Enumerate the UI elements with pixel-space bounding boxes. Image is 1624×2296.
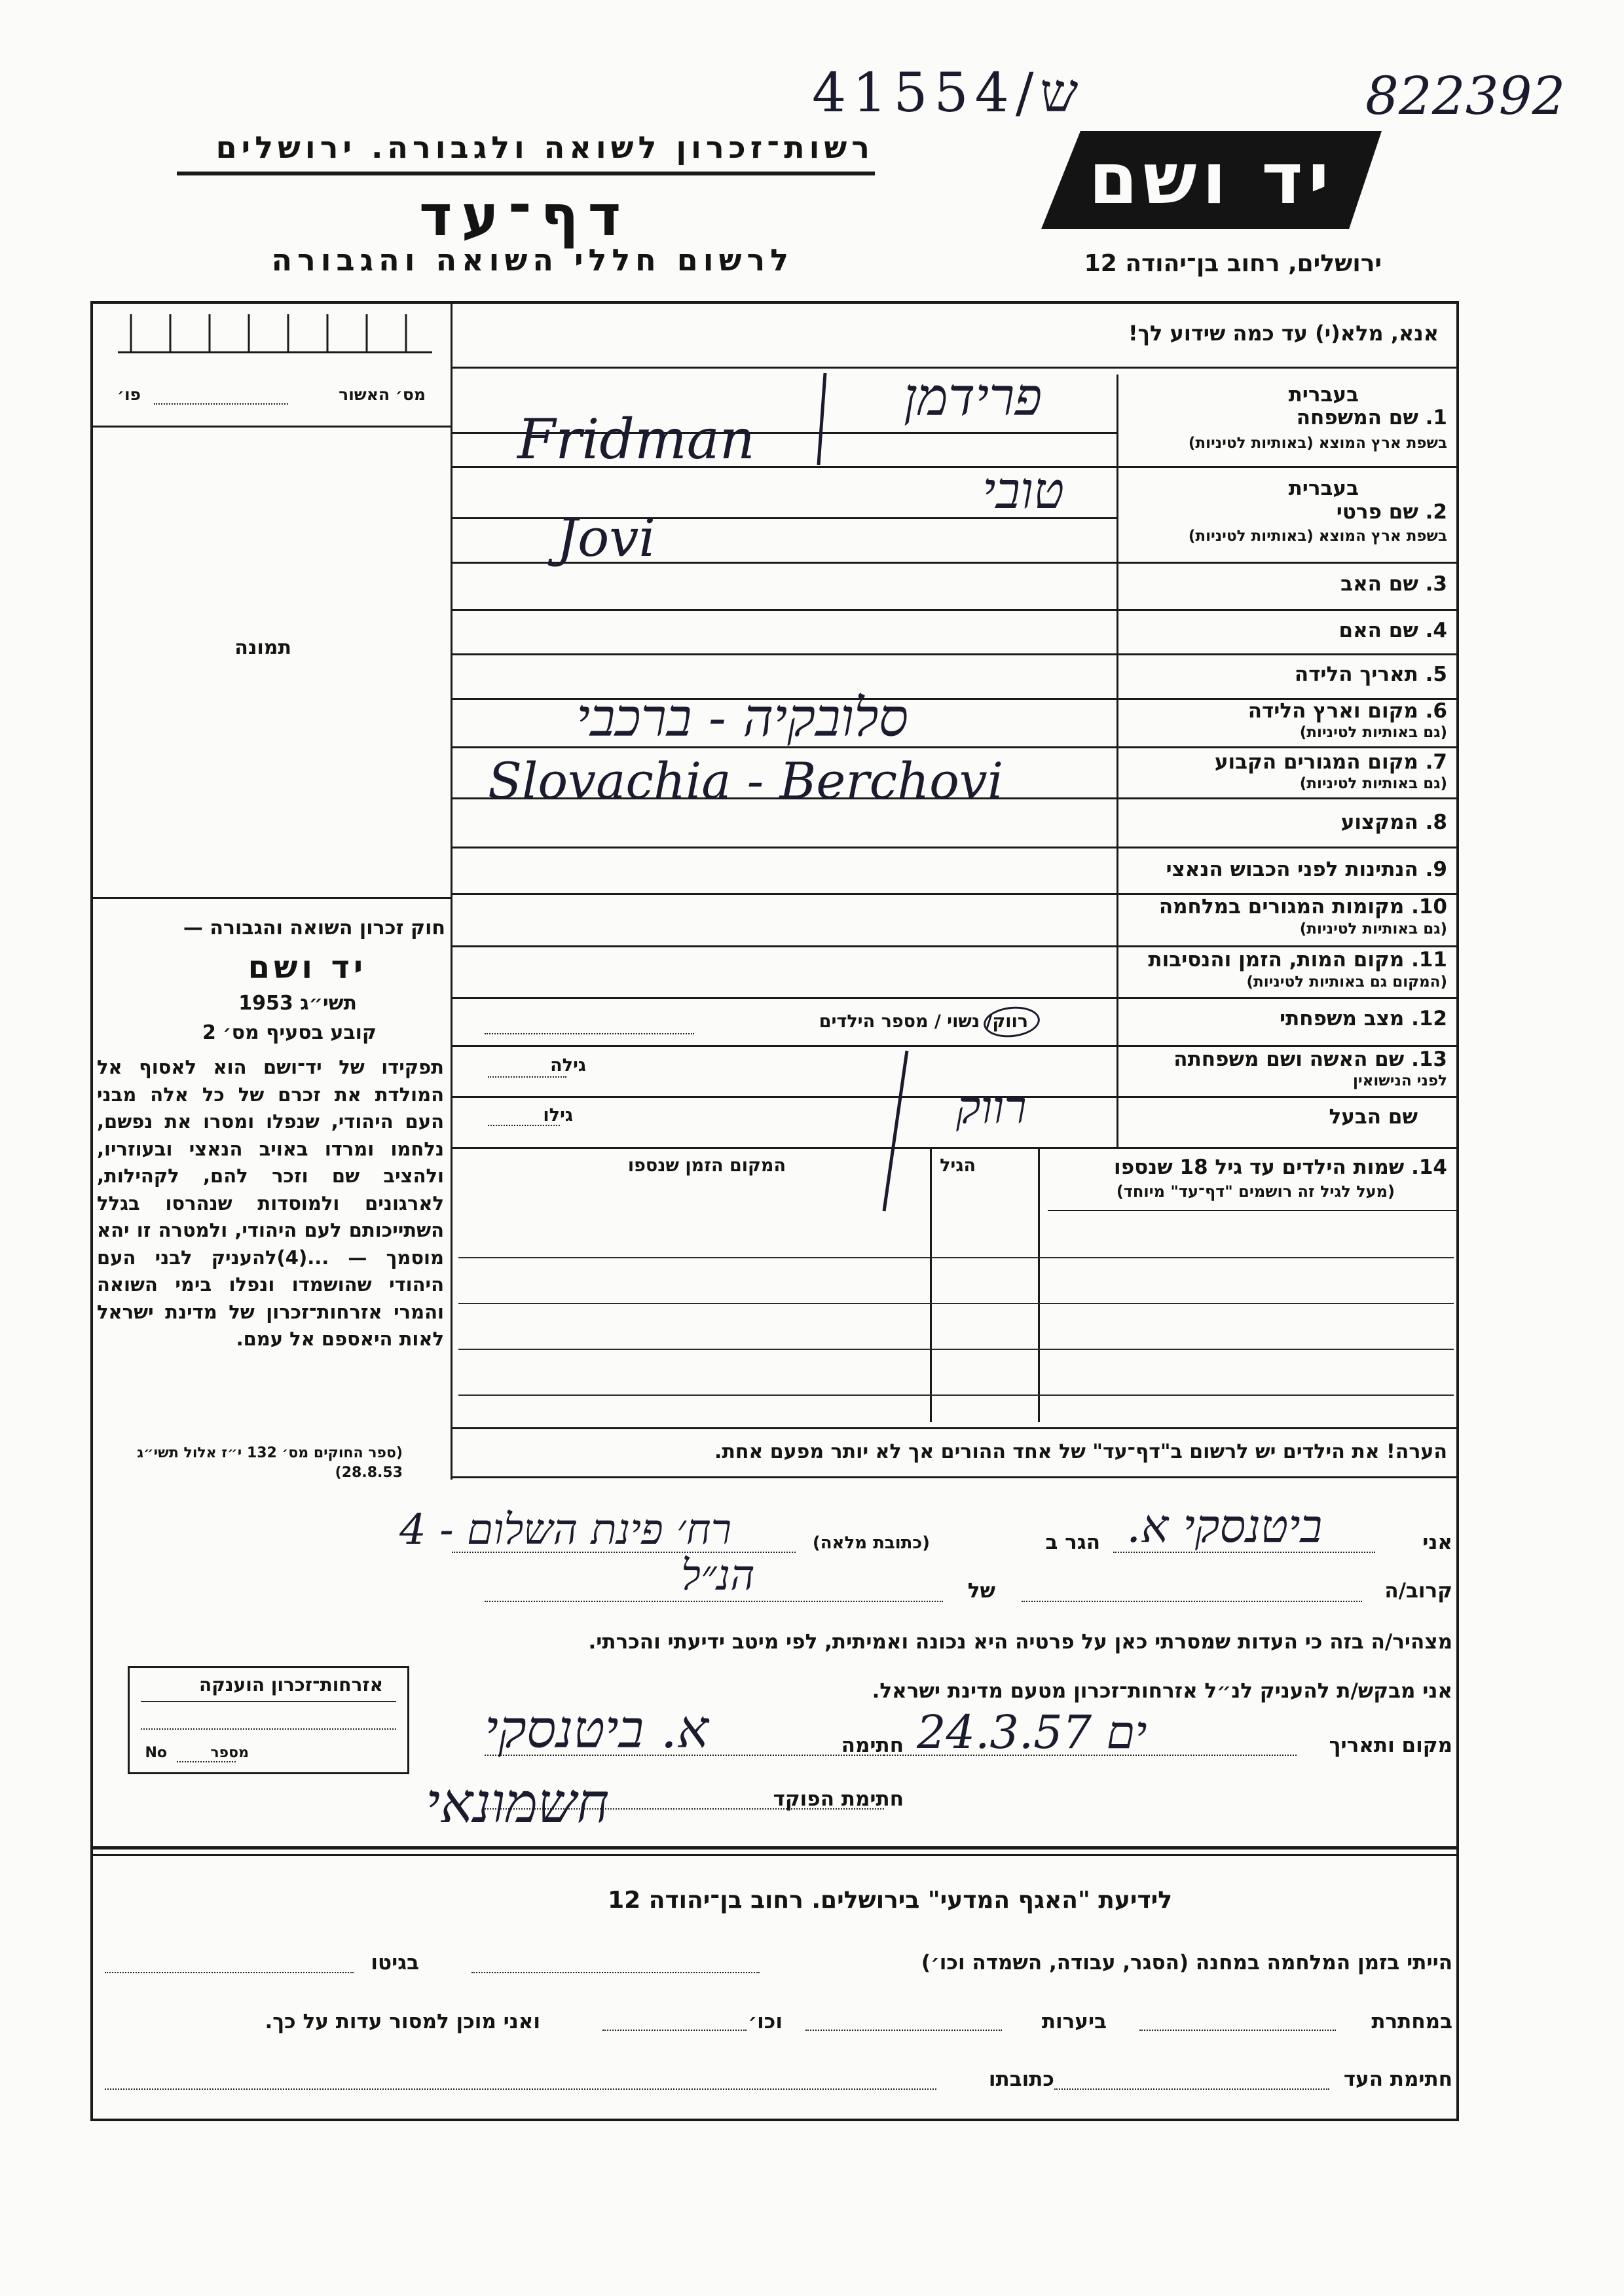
form-note: הערה! את הילדים יש לרשום ב"דף־עד" של אחד ההורים אך לא יותר מפעם אחת.	[714, 1440, 1447, 1463]
logo-text: יד ושם	[1088, 138, 1335, 220]
footer-title: לידיעת "האגף המדעי" בירושלים. רחוב בן־יהודה 12	[608, 1887, 1172, 1914]
field-1-sub: בשפת ארץ המוצא (באותיות לטיניות)	[1188, 435, 1447, 452]
law-ref: (ספר החוקים מס׳ 132 י״ז אלול תשי״ג 28.8.53)	[137, 1445, 403, 1481]
status-strokes	[871, 1048, 923, 1218]
citizenship-number: מספר	[210, 1745, 249, 1761]
footer-underground: במחתרת	[1371, 2010, 1452, 2033]
declaration-of: של	[967, 1579, 995, 1603]
officer-label: חתימת הפוקד	[773, 1787, 904, 1811]
footer-etc: וכו׳	[748, 2010, 783, 2033]
field-2-hebrew-value: טובי	[982, 462, 1065, 520]
footer-address: כתובתו	[988, 2068, 1054, 2091]
field-1-lang: בעברית	[1288, 383, 1359, 407]
archive-number: 41554/ש	[812, 62, 1085, 124]
authority-name: רשות־זכרון לשואה ולגבורה. ירושלים	[215, 130, 874, 165]
field-4-label: 4. שם האם	[1338, 619, 1447, 642]
field-7-latin-value: Slovachia - Berchovi	[488, 752, 1004, 810]
field-2-lang: בעברית	[1288, 477, 1359, 500]
field-13-age-label: גילה	[550, 1055, 586, 1076]
law-year: תשי״ג 1953	[238, 992, 357, 1015]
field-11-sub: (המקום גם באותיות לטיניות)	[1246, 974, 1447, 991]
field-12-options: רווק/ נשוי / מספר הילדים	[819, 1011, 1028, 1032]
field-7-label: 7. מקום המגורים הקבוע	[1214, 750, 1447, 774]
law-title: חוק זכרון השואה והגבורה —	[183, 917, 445, 939]
place-date-value: ים 24.3.57	[917, 1705, 1147, 1759]
signature-value: א. ביטנסקי	[485, 1699, 709, 1760]
field-2-label: 2. שם פרטי	[1336, 500, 1447, 524]
husband-label: שם הבעל	[1329, 1105, 1418, 1129]
approval-label: מס׳ האשור	[339, 385, 426, 404]
declaration-address-hint: (כתובת מלאה)	[812, 1533, 930, 1553]
field-7-sub: (גם באותיות לטיניות)	[1299, 775, 1447, 792]
children-title: 14. שמות הילדים עד גיל 18 שנספו	[1114, 1156, 1447, 1179]
declarant-address: רח׳ פינת השלום - 4	[399, 1506, 732, 1554]
signature-label: חתימה	[841, 1734, 904, 1757]
footer-camp: הייתי בזמן המלחמה במחנה (הסגר, עבודה, השמדה וכו׳)	[921, 1951, 1452, 1975]
field-1-strokes	[799, 370, 858, 468]
declarant-of: הנ״ל	[681, 1552, 755, 1600]
declaration-relation: קרוב/ה	[1384, 1579, 1452, 1603]
footer-forests: ביערות	[1041, 2010, 1107, 2033]
field-13-label: 13. שם האשה ושם משפחתה	[1173, 1048, 1447, 1071]
declaration-statement: מצהיר/ה בזה כי העדות שמסרתי כאן על פרטיה היא נכונה ואמיתית, לפי מיטב ידיעתי והכרתי.	[588, 1630, 1452, 1654]
field-12-label: 12. מצב משפחתי	[1279, 1007, 1447, 1030]
field-3-label: 3. שם האב	[1340, 572, 1447, 596]
corner-number: 822392	[1365, 65, 1566, 126]
family-status-value: רווק	[956, 1080, 1027, 1134]
yad-vashem-logo	[1041, 131, 1382, 229]
field-10-label: 10. מקומות המגורים במלחמה	[1158, 895, 1447, 919]
footer-testimony: ואני מוכן למסור עדות על כך.	[265, 2010, 540, 2033]
form-title: דף־עד	[419, 183, 631, 249]
form-intro: אנא, מלא(י) עד כמה שידוע לך!	[1128, 321, 1439, 346]
citizenship-no: No	[145, 1745, 167, 1761]
field-10-sub: (גם באותיות לטיניות)	[1299, 920, 1447, 938]
children-col-age: הגיל	[940, 1156, 976, 1176]
place-date-label: מקום ותאריך	[1329, 1734, 1452, 1757]
law-clause: קובע בסעיף מס׳ 2	[202, 1021, 377, 1044]
husband-age-label: גילו	[543, 1105, 573, 1125]
declaration-lives: הגר ב	[1045, 1531, 1100, 1554]
citizenship-title: אזרחות־זכרון הוענקה	[199, 1674, 383, 1696]
field-1-hebrew-value: פרידמן	[904, 367, 1043, 428]
officer-signature: חשמונאי	[426, 1771, 610, 1835]
law-name: יד ושם	[248, 949, 367, 986]
children-subtitle: (מעל לגיל זה רושמים "דף־עד" מיוחד)	[1116, 1182, 1395, 1201]
field-9-label: 9. הנתינות לפני הכבוש הנאצי	[1166, 858, 1447, 881]
header-address: ירושלים, רחוב בן־יהודה 12	[1084, 250, 1382, 277]
field-11-label: 11. מקום המות, הזמן והנסיבות	[1148, 948, 1447, 972]
field-1-label: 1. שם המשפחה	[1296, 406, 1447, 429]
field-5-label: 5. תאריך הלידה	[1294, 663, 1447, 686]
approval-prefix: פו׳	[117, 385, 141, 404]
declaration-request: אני מבקש/ת להעניק לנ״ל אזרחות־זכרון מטעם מדינת ישראל.	[872, 1679, 1452, 1703]
law-body: תפקידו של יד־ושם הוא לאסוף אל המולדת את זכרם של כל אלה מבני העם היהודי, שנפלו ומסרו את נפשם, נלחמו ומרדו באויב הנאצי ובעוזריו, ולהציב שם וזכר להם, לקהילות, לארגונים ולמוסדות שנהרסו בגלל השתייכותם לעם היהודי, ולמטרה זו יהא מוסמך — ...(4)להעניק לבני העם היהודי שהושמדו ונפלו בימי השואה והמרי אזרחות־זכרון של מדינת ישראל לאות היאספם אל עמם.	[97, 1056, 444, 1350]
field-6-label: 6. מקום וארץ הלידה	[1247, 699, 1447, 723]
footer-ghetto: בגיטו	[371, 1951, 419, 1975]
field-1-latin-value: Fridman	[517, 407, 755, 471]
field-6-sub: (גם באותיות לטיניות)	[1299, 724, 1447, 741]
form-subtitle: לרשום חללי השואה והגבורה	[271, 242, 794, 278]
children-col-place: המקום הזמן שנספו	[627, 1156, 786, 1176]
declarant-name: ביטנסקי א.	[1126, 1499, 1323, 1553]
footer-witness-sig: חתימת העד	[1343, 2068, 1452, 2091]
field-2-latin-value: Jovi	[557, 507, 656, 568]
declaration-ani: אני	[1422, 1531, 1452, 1554]
reference-boxes	[118, 314, 432, 354]
field-2-sub: בשפת ארץ המוצא (באותיות לטיניות)	[1188, 528, 1447, 545]
sidebar-divider	[451, 301, 452, 1480]
field-8-label: 8. המקצוע	[1340, 811, 1447, 834]
field-6-hebrew-value: סלובקיה - ברכבי	[576, 687, 908, 748]
photo-label: תמונה	[234, 636, 291, 659]
field-13-sub: לפני הנישואין	[1353, 1072, 1447, 1089]
